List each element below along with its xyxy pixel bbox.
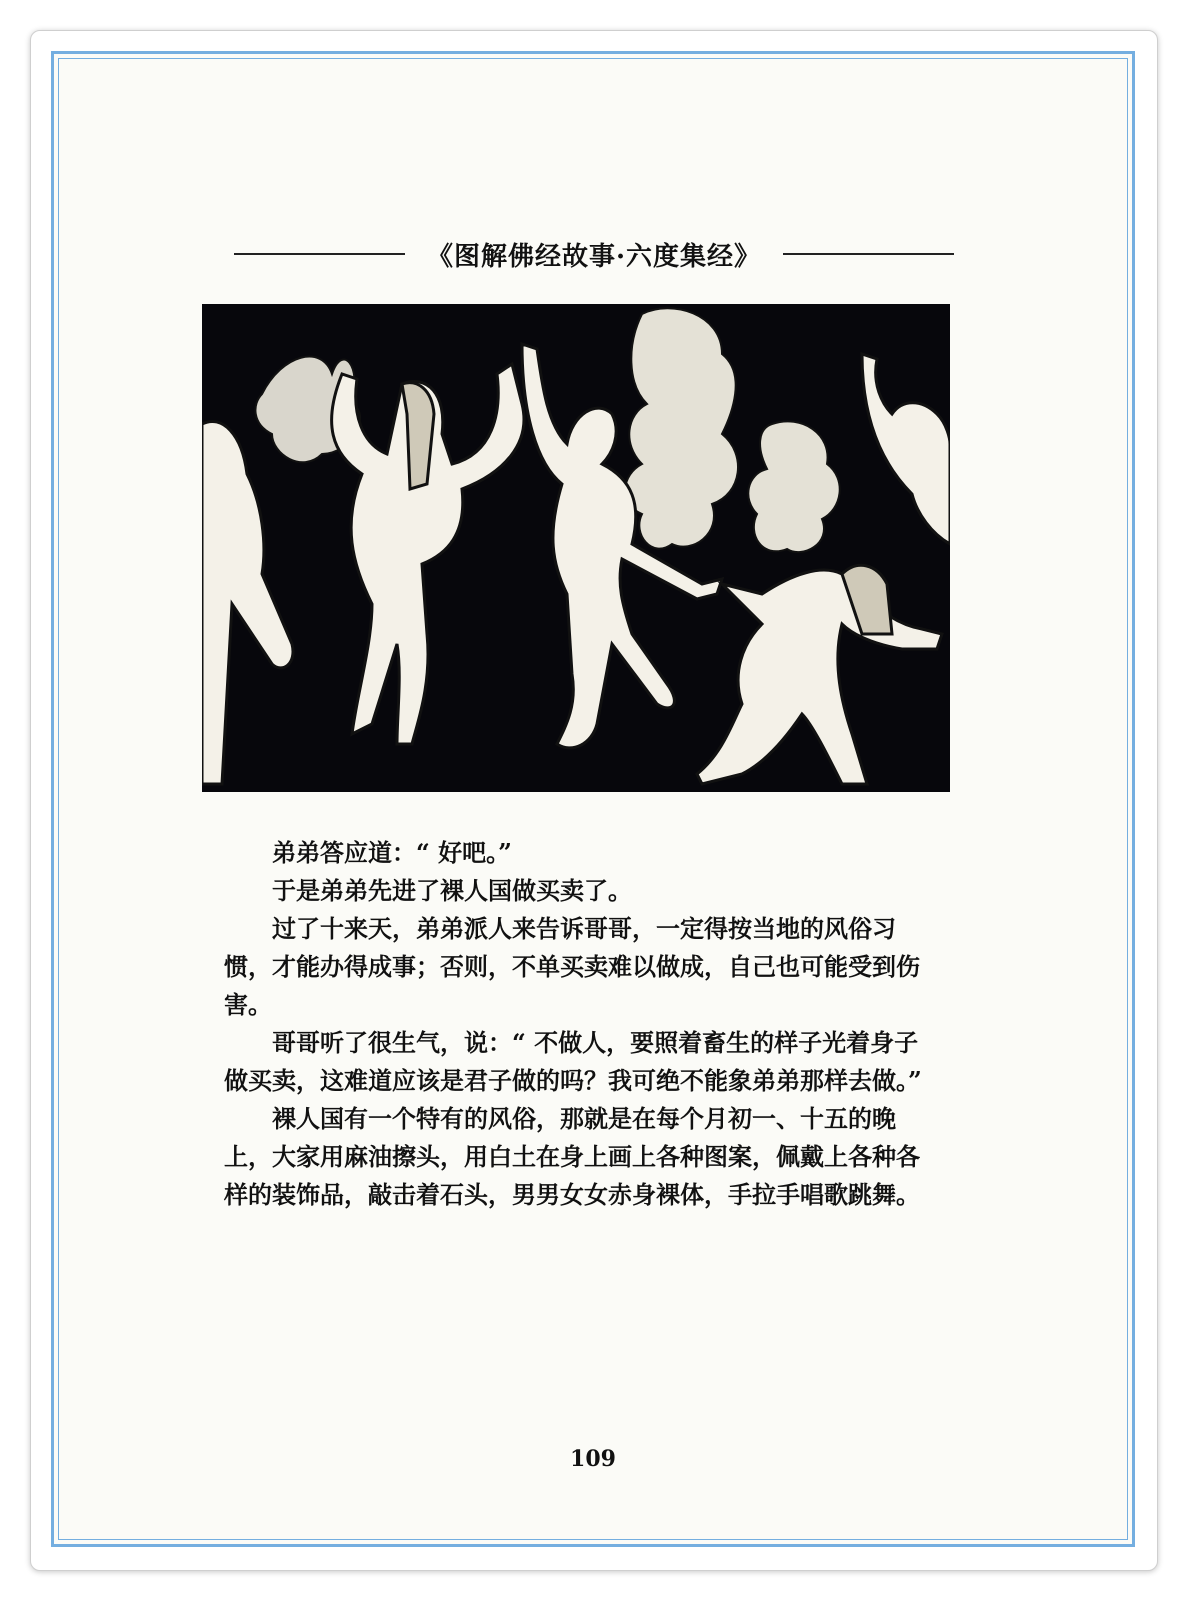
paragraph: 裸人国有一个特有的风俗，那就是在每个月初一、十五的晚上，大家用麻油擦头，用白土在身上画上各种图案，佩戴上各种各样的装饰品，敲击着石头，男男女女赤身裸体，手拉手唱歌跳舞。	[224, 1104, 920, 1209]
illustration-drawing	[202, 304, 950, 792]
body-text	[224, 834, 924, 1214]
paragraph: 弟弟答应道：“ 好吧。”	[272, 838, 512, 867]
paragraph: 于是弟弟先进了裸人国做买卖了。	[272, 876, 632, 905]
page-number: 109	[570, 1446, 616, 1472]
paragraph: 哥哥听了很生气，说：“ 不做人，要照着畜生的样子光着身子做买卖，这难道应该是君子做的吗？我可绝不能象弟弟那样去做。”	[224, 1028, 922, 1095]
dancing-figures-illustration	[202, 304, 950, 792]
header-title: 《图解佛经故事·六度集经》	[426, 241, 762, 272]
header-rule-left	[234, 253, 405, 255]
running-header	[234, 234, 954, 274]
page-frame	[51, 51, 1135, 1547]
page-frame-inner-border	[58, 58, 1128, 1540]
paragraph: 过了十来天，弟弟派人来告诉哥哥，一定得按当地的风俗习惯，才能办得成事；否则，不单买卖难以做成，自己也可能受到伤害。	[224, 914, 920, 1019]
header-rule-right	[783, 253, 954, 255]
